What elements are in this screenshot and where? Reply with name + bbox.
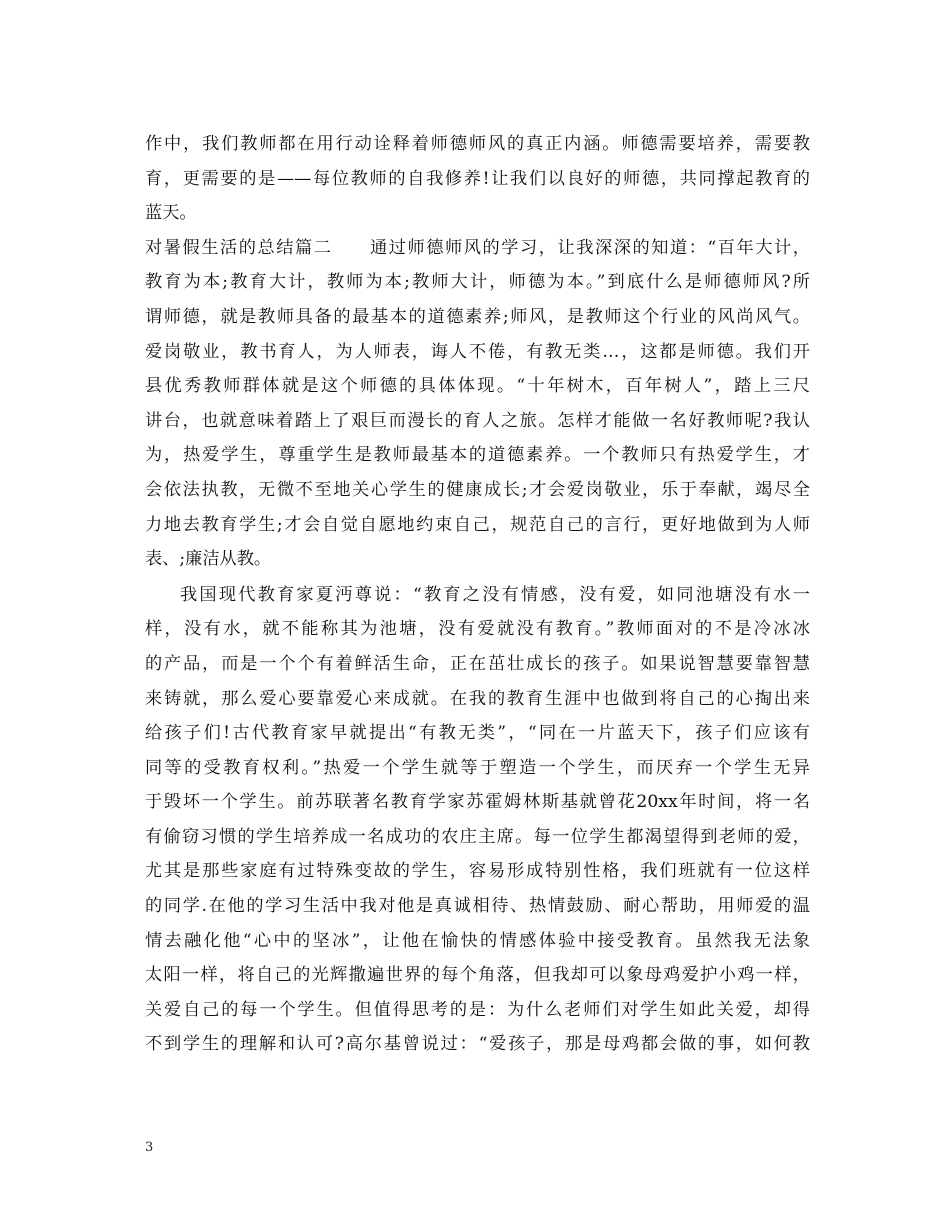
text-line: 情去融化他“心中的坚冰”，让他在愉快的情感体验中接受教育。虽然我无法象: [145, 930, 810, 951]
body-text: [145, 127, 810, 1062]
text-line: 的产品，而是一个个有着鲜活生命，正在茁壮成长的孩子。如果说智慧要靠智慧: [145, 653, 810, 674]
text-line: 关爱自己的每一个学生。但值得思考的是：为什么老师们对学生如此关爱，却得: [145, 999, 810, 1020]
text-line: 县优秀教师群体就是这个师德的具体体现。“十年树木，百年树人”，踏上三尺: [145, 376, 810, 397]
text-line: 教育为本;教育大计，教师为本;教师大计，师德为本。”到底什么是师德师风?所: [145, 272, 810, 293]
text-line: 谓师德，就是教师具备的最基本的道德素养;师风，是教师这个行业的风尚风气。: [145, 306, 810, 327]
text-line: 为，热爱学生，尊重学生是教师最基本的道德素养。一个教师只有热爱学生，才: [145, 445, 810, 466]
text-line: 我国现代教育家夏沔尊说：“教育之没有情感，没有爱，如同池塘没有水一: [180, 584, 810, 605]
text-line: 爱岗敬业，教书育人，为人师表，诲人不倦，有教无类…，这都是师德。我们开: [145, 341, 810, 362]
text-line: 力地去教育学生;才会自觉自愿地约束自己，规范自己的言行，更好地做到为人师: [145, 514, 810, 535]
section-heading-line: [145, 231, 810, 266]
text-line: 尤其是那些家庭有过特殊变故的学生，容易形成特别性格，我们班就有一位这样: [145, 861, 810, 882]
page-number: 3: [145, 1140, 154, 1155]
text-line: 样，没有水，就不能称其为池塘，没有爱就没有教育。”教师面对的不是冷冰冰: [145, 619, 810, 640]
text-line: 育，更需要的是——每位教师的自我修养!让我们以良好的师德，共同撑起教育的: [145, 168, 810, 189]
text-line: 于毁坏一个学生。前苏联著名教育学家苏霍姆林斯基就曾花20xx年时间，将一名: [145, 792, 810, 813]
text-line: 作中，我们教师都在用行动诠释着师德师风的真正内涵。师德需要培养，需要教: [145, 134, 810, 154]
text-line: 通过师德师风的学习，让我深深的知道：“百年大计，: [368, 237, 810, 258]
text-line: 有偷窃习惯的学生培养成一名成功的农庄主席。每一位学生都渴望得到老师的爱，: [145, 826, 810, 847]
text-line: 不到学生的理解和认可?高尔基曾说过：“爱孩子，那是母鸡都会做的事，如何教: [145, 1034, 810, 1055]
section-heading: 对暑假生活的总结篇二: [145, 237, 333, 258]
text-line: 给孩子们!古代教育家早就提出“有教无类”，“同在一片蓝天下，孩子们应该有: [145, 723, 810, 744]
text-line: 讲台，也就意味着踏上了艰巨而漫长的育人之旅。怎样才能做一名好教师呢?我认: [145, 410, 810, 431]
text-line: 的同学.在他的学习生活中我对他是真诚相待、热情鼓励、耐心帮助，用师爱的温: [145, 896, 810, 917]
text-line: 会依法执教，无微不至地关心学生的健康成长;才会爱岗敬业，乐于奉献，竭尽全: [145, 479, 810, 500]
text-line: 同等的受教育权利。”热爱一个学生就等于塑造一个学生，而厌弃一个学生无异: [145, 757, 810, 778]
text-line: 表、;廉洁从教。: [145, 549, 272, 570]
text-line: 太阳一样，将自己的光辉撒遍世界的每个角落，但我却可以象母鸡爱护小鸡一样，: [145, 965, 810, 986]
text-line: 蓝天。: [145, 203, 197, 224]
text-line: 来铸就，那么爱心要靠爱心来成就。在我的教育生涯中也做到将自己的心掏出来: [145, 688, 810, 709]
